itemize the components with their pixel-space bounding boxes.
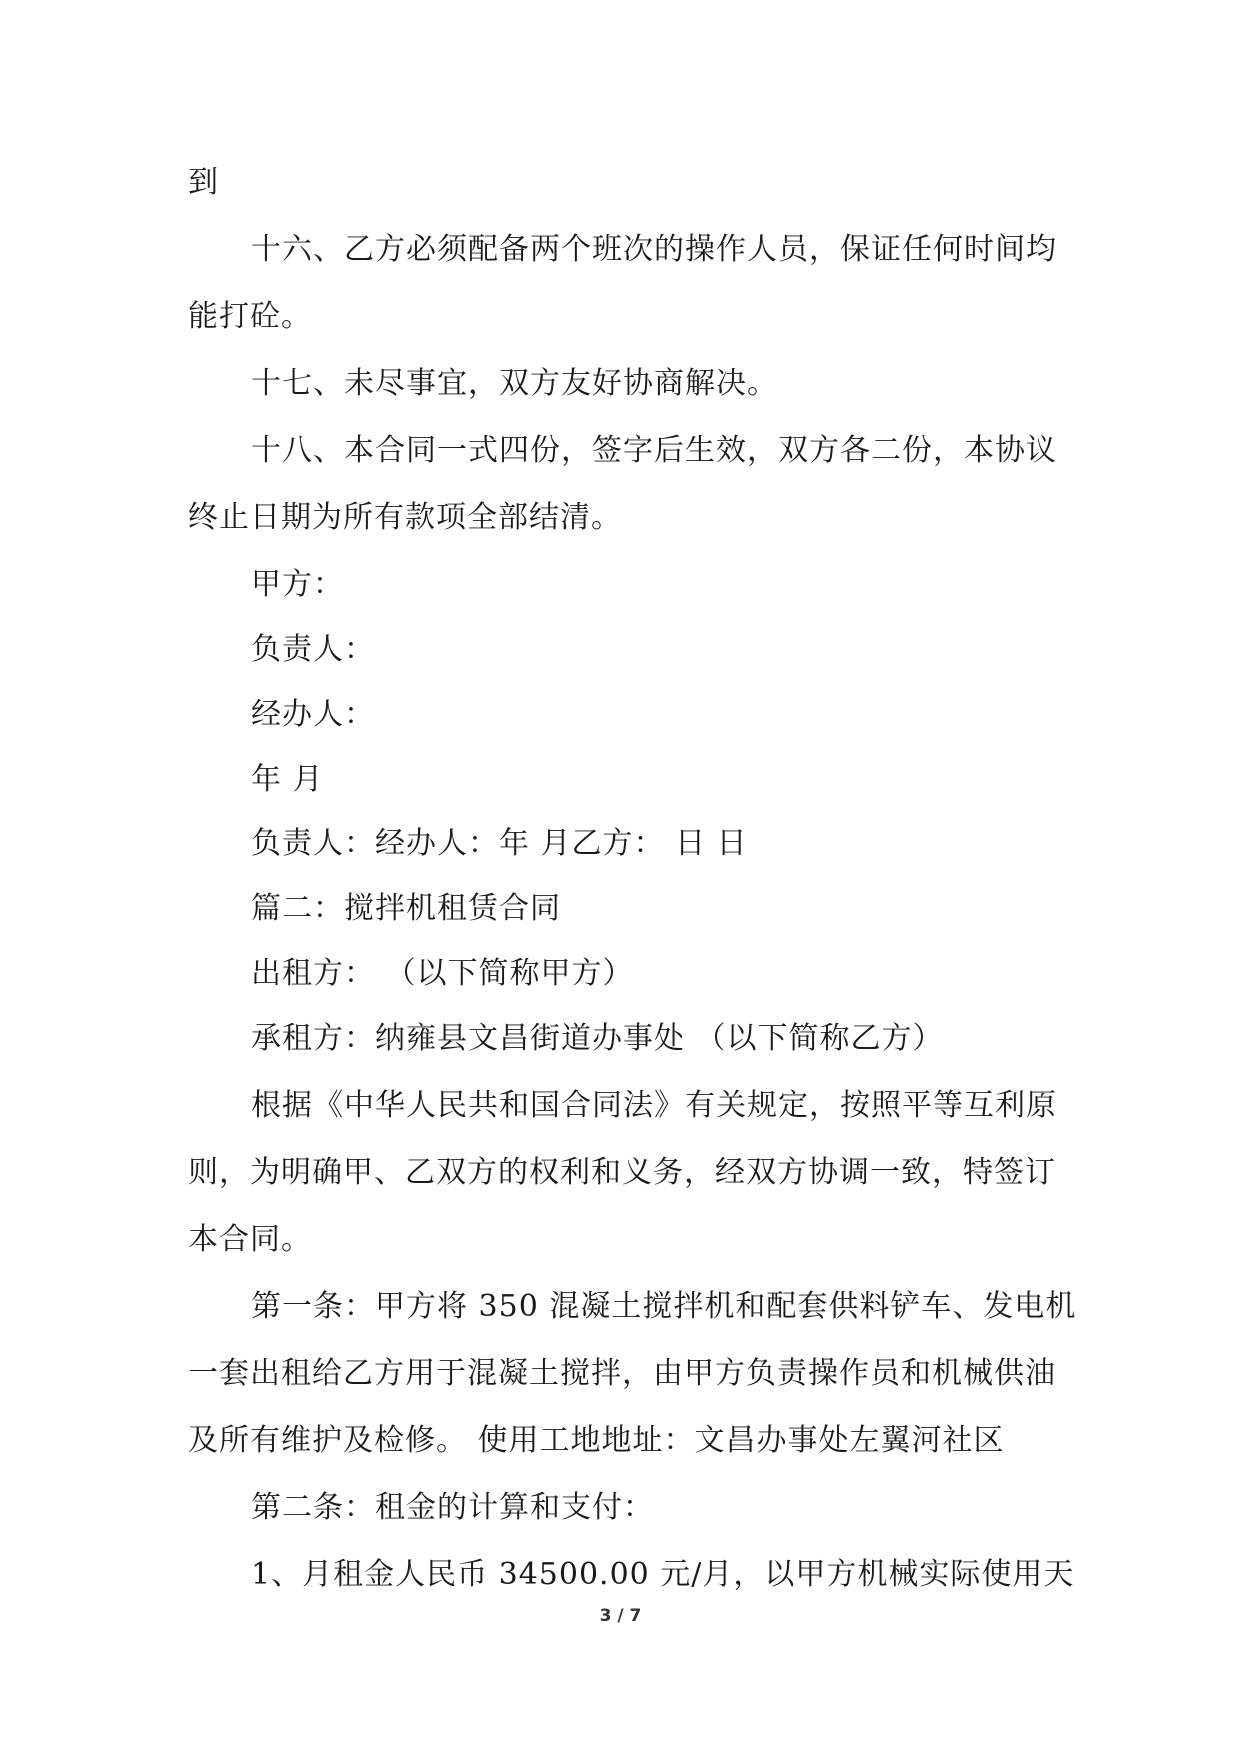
signature-line: 负责人：经办人：年 月乙方： 日 日 [251, 826, 748, 861]
text-line: 终止日期为所有款项全部结清。 [188, 500, 622, 535]
text-line: 及所有维护及检修。 使用工地地址：文昌办事处左翼河社区 [188, 1423, 1005, 1458]
text-line: 一套出租给乙方用于混凝土搅拌，由甲方负责操作员和机械供油 [188, 1356, 1056, 1391]
article-2: 第二条：租金的计算和支付： [251, 1490, 654, 1525]
preamble-line: 根据《中华人民共和国合同法》有关规定，按照平等互利原 [251, 1088, 1057, 1123]
clause-16: 十六、乙方必须配备两个班次的操作人员，保证任何时间均 [251, 232, 1057, 267]
rent-item-1: 1、月租金人民币 34500.00 元/月，以甲方机械实际使用天 [251, 1557, 1075, 1592]
party-a-label: 甲方： [251, 567, 344, 602]
article-1: 第一条：甲方将 350 混凝土搅拌机和配套供料铲车、发电机 [251, 1289, 1077, 1324]
handler-label: 经办人： [251, 697, 375, 732]
clause-17: 十七、未尽事宜，双方友好协商解决。 [251, 366, 778, 401]
date-label: 年 月 [251, 762, 324, 797]
page-number: 3 / 7 [599, 1606, 642, 1626]
text-line: 则，为明确甲、乙双方的权利和义务，经双方协调一致，特签订 [188, 1155, 1056, 1190]
text-line: 能打砼。 [188, 299, 312, 334]
text-line: 本合同。 [188, 1222, 312, 1257]
text-line: 到 [188, 165, 219, 200]
clause-18: 十八、本合同一式四份，签字后生效，双方各二份，本协议 [251, 433, 1057, 468]
responsible-person-label: 负责人： [251, 632, 375, 667]
lessee-line: 承租方：纳雍县文昌街道办事处 （以下简称乙方） [251, 1021, 944, 1056]
section-heading: 篇二：搅拌机租赁合同 [251, 891, 561, 926]
lessor-line: 出租方： （以下简称甲方） [251, 956, 634, 991]
